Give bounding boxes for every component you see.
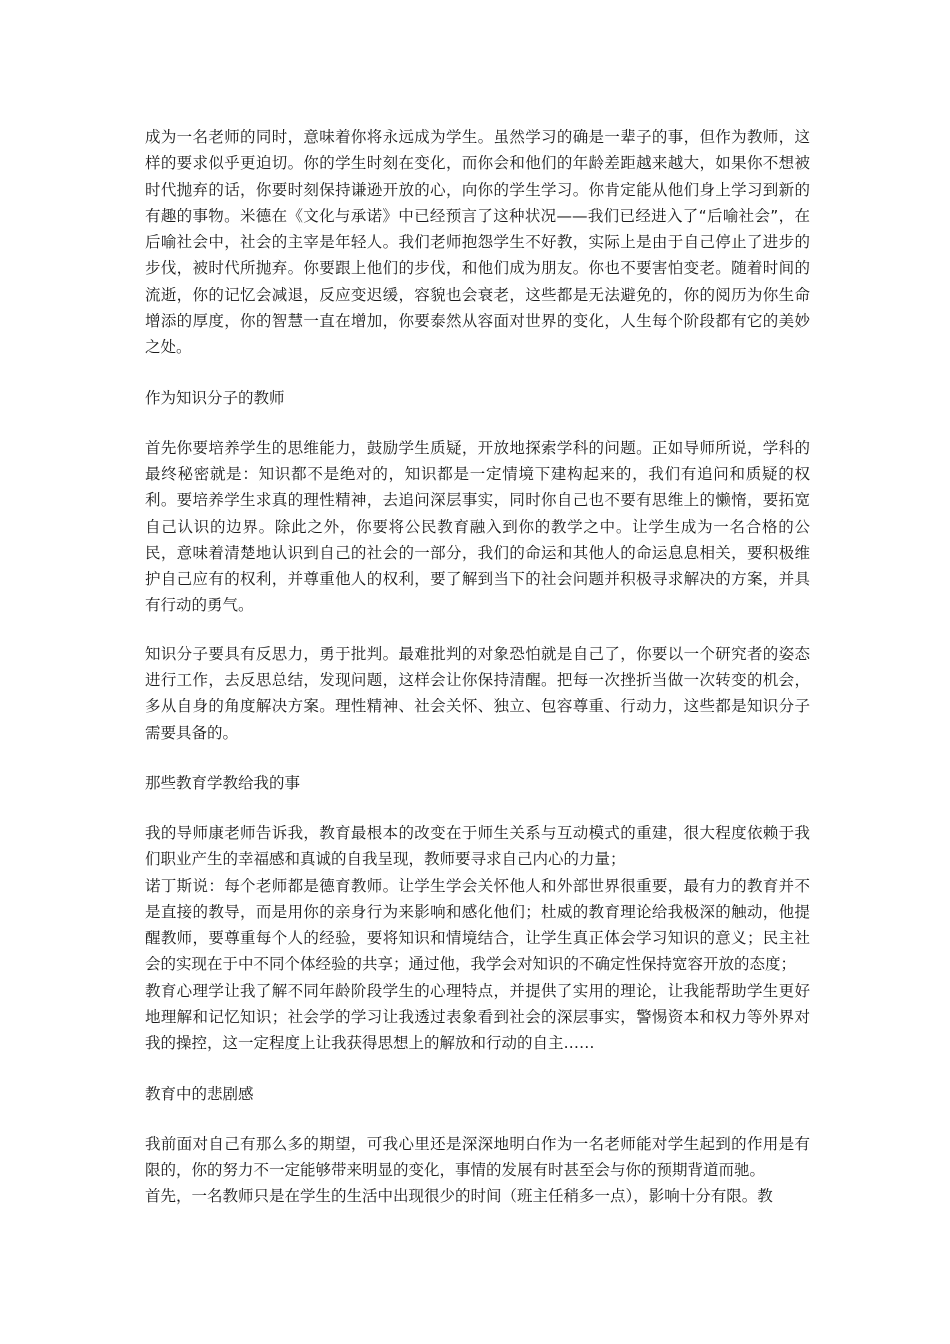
paragraph-reflection: 知识分子要具有反思力，勇于批判。最难批判的对象恐怕就是自己了，你要以一个研究者的姿态进行工作，去反思总结，发现问题，这样会让你保持清醒。把每一次挫折当做一次转变的机会，多从自身的角度解决方案。理性精神、社会关怀、独立、包容尊重、行动力，这些都是知识分子需要具备的。 (145, 644, 810, 742)
heading-teacher-as-intellectual: 作为知识分子的教师 (145, 388, 285, 407)
paragraph-advisor: 我的导师康老师告诉我，教育最根本的改变在于师生关系与互动模式的重建，很大程度依赖于我们职业产生的幸福感和真诚的自我呈现，教师要寻求自己内心的力量； (145, 823, 810, 869)
paragraph-lifelong-learning: 成为一名老师的同时，意味着你将永远成为学生。虽然学习的确是一辈子的事，但作为教师，这样的要求似乎更迫切。你的学生时刻在变化，而你会和他们的年龄差距越来越大，如果你不想被时代抛弃的话，你要时刻保持谦逊开放的心，向你的学生学习。你肯定能从他们身上学习到新的有趣的事物。米德在《文化与承诺》中已经预言了这种状况——我们已经进入了“后喻社会”，在后喻社会中，社会的主宰是年轻人。我们老师抱怨学生不好教，实际上是由于自己停止了进步的步伐，被时代所抛弃。你要跟上他们的步伐，和他们成为朋友。你也不要害怕变老。随着时间的流逝，你的记忆会减退，反应变迟缓，容貌也会衰老，这些都是无法避免的，你的阅历为你生命增添的厚度，你的智慧一直在增加，你要泰然从容面对世界的变化，人生每个阶段都有它的美妙之处。 (145, 128, 810, 357)
paragraph-first-point: 首先，一名教师只是在学生的生活中出现很少的时间（班主任稍多一点），影响十分有限。教 (145, 1187, 773, 1206)
paragraph-noddings-dewey: 诺丁斯说：每个老师都是德育教师。让学生学会关怀他人和外部世界很重要，最有力的教育并不是直接的教导，而是用你的亲身行为来影响和感化他们；杜威的教育理论给我极深的触动，他提醒教师，要尊重每个人的经验，要将知识和情境结合，让学生真正体会学习知识的意义；民主社会的实现在于中不同个体经验的共享；通过他，我学会对知识的不确定性保持宽容开放的态度； (145, 876, 810, 974)
paragraph-limited-influence: 我前面对自己有那么多的期望，可我心里还是深深地明白作为一名老师能对学生起到的作用是有限的，你的努力不一定能够带来明显的变化，事情的发展有时甚至会与你的预期背道而驰。 (145, 1134, 810, 1179)
paragraph-critical-thinking: 首先你要培养学生的思维能力，鼓励学生质疑，开放地探索学科的问题。正如导师所说，学科的最终秘密就是：知识都不是绝对的，知识都是一定情境下建构起来的，我们有追问和质疑的权利。要培养学生求真的理性精神，去追问深层事实，同时你自己也不要有思维上的懒惰，要拓宽自己认识的边界。除此之外，你要将公民教育融入到你的教学之中。让学生成为一名合格的公民，意味着清楚地认识到自己的社会的一部分，我们的命运和其他人的命运息息相关，要积极维护自己应有的权利，并尊重他人的权利，要了解到当下的社会问题并积极寻求解决的方案，并具有行动的勇气。 (145, 438, 810, 615)
heading-lessons-from-pedagogy: 那些教育学教给我的事 (145, 773, 301, 792)
document-body (145, 124, 810, 1210)
heading-tragic-sense: 教育中的悲剧感 (145, 1084, 254, 1103)
paragraph-psychology-sociology: 教育心理学让我了解不同年龄阶段学生的心理特点，并提供了实用的理论，让我能帮助学生更好地理解和记忆知识；社会学的学习让我透过表象看到社会的深层事实，警惕资本和权力等外界对我的操控，这一定程度上让我获得思想上的解放和行动的自主…… (145, 981, 810, 1053)
